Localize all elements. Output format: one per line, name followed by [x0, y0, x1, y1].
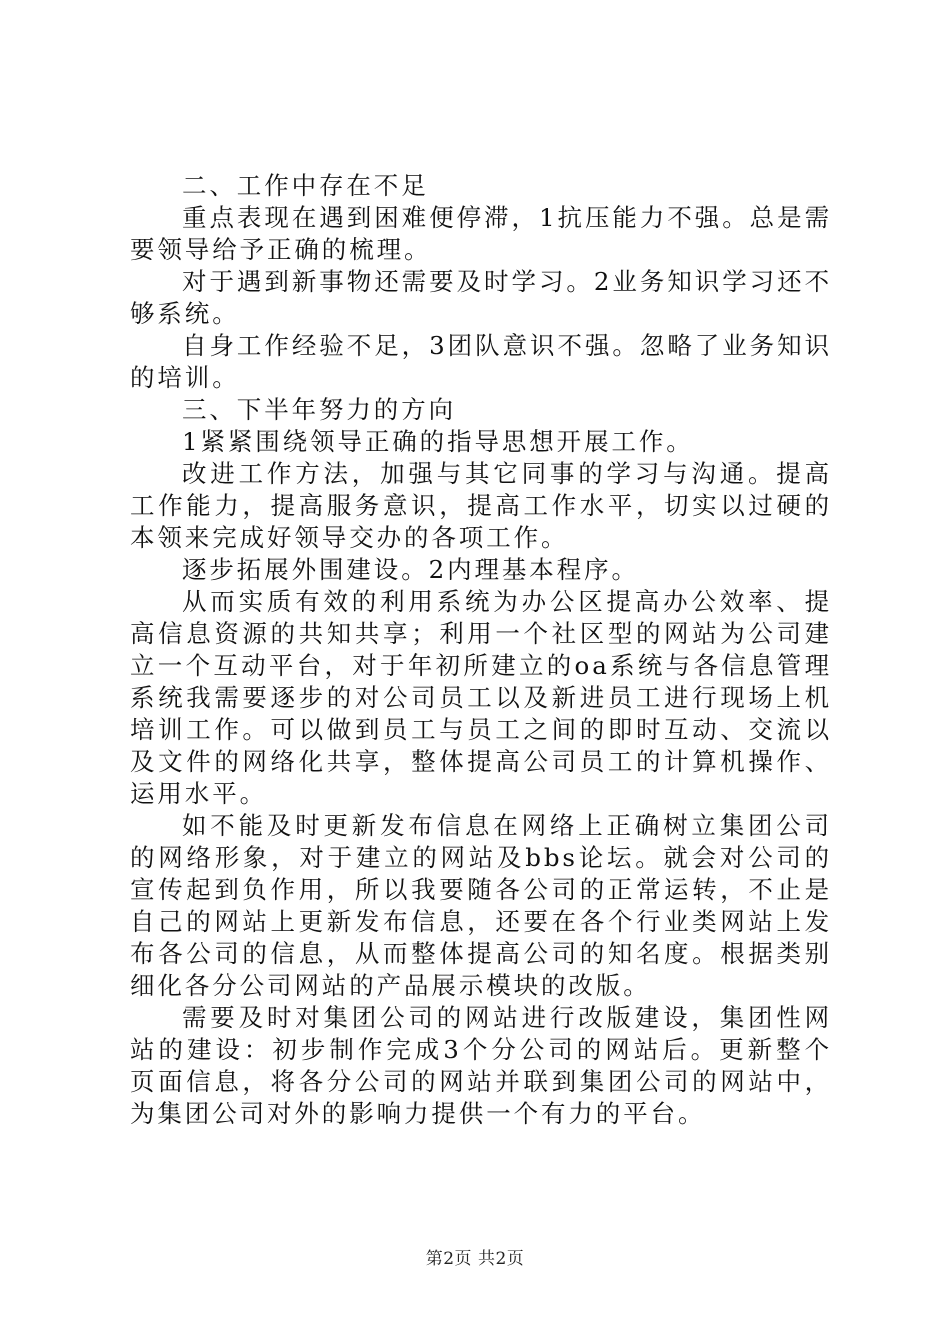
body-paragraph: 自身工作经验不足，3团队意识不强。忽略了业务知识的培训。 — [130, 331, 832, 392]
body-paragraph: 逐步拓展外围建设。2内理基本程序。 — [182, 555, 639, 584]
body-paragraph: 从而实质有效的利用系统为办公区提高办公效率、提高信息资源的共知共享；利用一个社区型的网站为公司建立一个互动平台，对于年初所建立的oa系统与各信息管理系统我需要逐步的对公司员工以及新进员工进行现场上机培训工作。可以做到员工与员工之间的即时互动、交流以及文件的网络化共享，整体提高公司员工的计算机操作、运用水平。 — [130, 587, 832, 808]
body-paragraph: 对于遇到新事物还需要及时学习。2业务知识学习还不够系统。 — [130, 267, 832, 328]
body-paragraph: 1紧紧围绕领导正确的指导思想开展工作。 — [182, 427, 694, 456]
body-paragraph: 重点表现在遇到困难便停滞，1抗压能力不强。总是需要领导给予正确的梳理。 — [130, 203, 832, 264]
section-heading-direction: 三、下半年努力的方向 — [182, 395, 456, 424]
section-heading-shortcomings: 二、工作中存在不足 — [182, 171, 429, 200]
body-paragraph: 如不能及时更新发布信息在网络上正确树立集团公司的网络形象，对于建立的网站及bbs论坛。就会对公司的宣传起到负作用，所以我要随各公司的正常运转，不止是自己的网站上更新发布信息，还要在各个行业类网站上发布各公司的信息，从而整体提高公司的知名度。根据类别细化各分公司网站的产品展示模块的改版。 — [130, 811, 832, 1000]
body-paragraph: 需要及时对集团公司的网站进行改版建设，集团性网站的建设：初步制作完成3个分公司的网站后。更新整个页面信息，将各分公司的网站并联到集团公司的网站中，为集团公司对外的影响力提供一个有力的平台。 — [130, 1003, 832, 1128]
document-body — [130, 170, 832, 1130]
page-number-footer: 第2页 共2页 — [425, 1249, 525, 1269]
body-paragraph: 改进工作方法，加强与其它同事的学习与沟通。提高工作能力，提高服务意识，提高工作水平，切实以过硬的本领来完成好领导交办的各项工作。 — [130, 459, 832, 552]
